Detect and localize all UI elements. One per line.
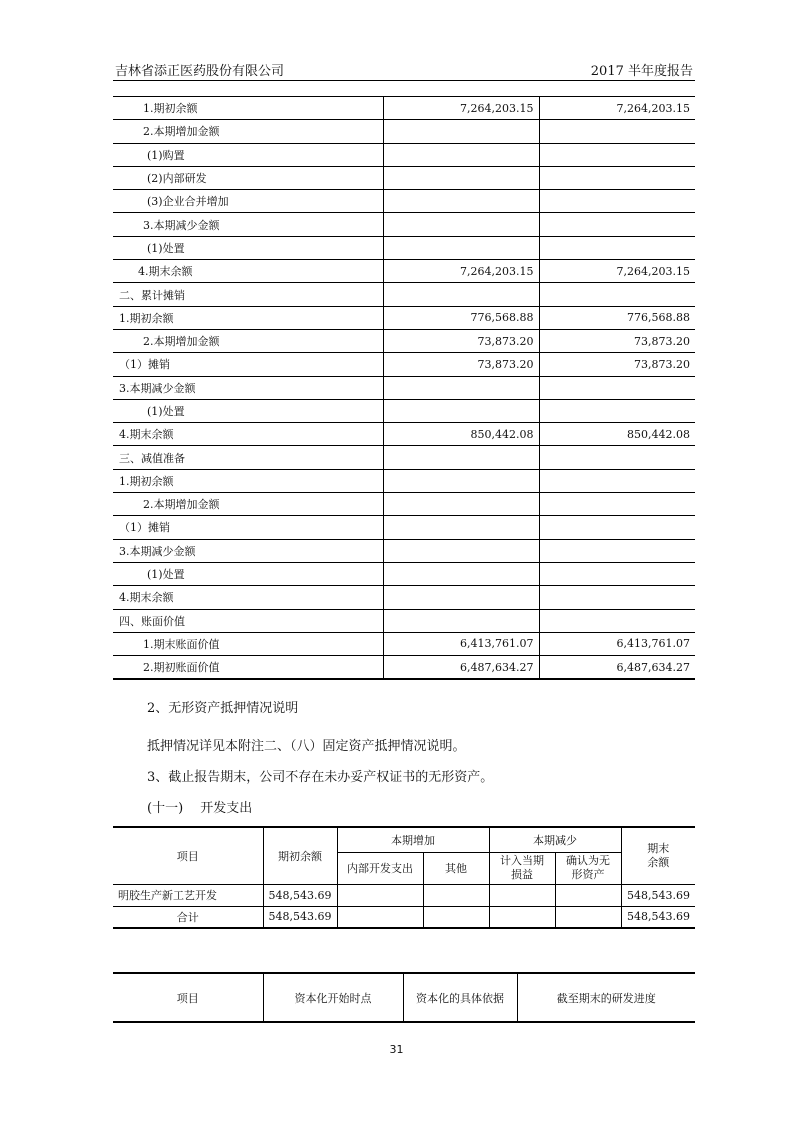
row-value-1: 850,442.08 bbox=[383, 423, 539, 446]
row-label: 3.本期减少金额 bbox=[113, 376, 383, 399]
row-label: (1)购置 bbox=[113, 143, 383, 166]
row-label: (2)内部研发 bbox=[113, 166, 383, 189]
t2-total-ending: 548,543.69 bbox=[621, 906, 695, 928]
table-row bbox=[113, 632, 695, 655]
row-value-1 bbox=[383, 539, 539, 562]
t2-header-item: 项目 bbox=[113, 827, 263, 884]
t3-header-item: 项目 bbox=[113, 973, 263, 1022]
mortgage-note: 抵押情况详见本附注二、（八）固定资产抵押情况说明。 bbox=[147, 739, 466, 754]
row-value-1 bbox=[383, 376, 539, 399]
table-row bbox=[113, 120, 695, 143]
row-value-2: 73,873.20 bbox=[539, 329, 695, 352]
row-label: 4.期末余额 bbox=[113, 260, 383, 283]
row-value-2 bbox=[539, 562, 695, 585]
t2-row-opening: 548,543.69 bbox=[263, 884, 337, 906]
table-row bbox=[113, 469, 695, 492]
row-label: 三、减值准备 bbox=[113, 446, 383, 469]
row-value-2 bbox=[539, 376, 695, 399]
row-value-2: 6,487,634.27 bbox=[539, 656, 695, 680]
t2-header-increase: 本期增加 bbox=[337, 827, 489, 852]
row-label: 2.本期增加金额 bbox=[113, 493, 383, 516]
row-label: （1）摊销 bbox=[113, 516, 383, 539]
table-row bbox=[113, 399, 695, 422]
row-value-1 bbox=[383, 166, 539, 189]
row-label: (1)处置 bbox=[113, 399, 383, 422]
table-row bbox=[113, 609, 695, 632]
row-value-1 bbox=[383, 120, 539, 143]
t3-header-start: 资本化开始时点 bbox=[263, 973, 403, 1022]
dev-expenditure-heading: (十一) 开发支出 bbox=[147, 801, 253, 816]
row-value-1 bbox=[383, 236, 539, 259]
row-value-2 bbox=[539, 469, 695, 492]
row-value-2: 7,264,203.15 bbox=[539, 97, 695, 120]
row-value-1: 7,264,203.15 bbox=[383, 260, 539, 283]
table-row bbox=[113, 562, 695, 585]
row-label: 3.本期减少金额 bbox=[113, 539, 383, 562]
row-label: 4.期末余额 bbox=[113, 423, 383, 446]
intangible-assets-table bbox=[113, 96, 695, 680]
row-value-2 bbox=[539, 283, 695, 306]
row-value-2 bbox=[539, 213, 695, 236]
row-value-1 bbox=[383, 609, 539, 632]
row-value-2: 7,264,203.15 bbox=[539, 260, 695, 283]
t2-row-ending: 548,543.69 bbox=[621, 884, 695, 906]
row-value-2 bbox=[539, 399, 695, 422]
header-report-title: 2017 半年度报告 bbox=[590, 64, 693, 79]
row-value-1 bbox=[383, 190, 539, 213]
table-row bbox=[113, 586, 695, 609]
row-value-2: 6,413,761.07 bbox=[539, 632, 695, 655]
table-row bbox=[113, 283, 695, 306]
row-value-1: 6,487,634.27 bbox=[383, 656, 539, 680]
row-value-2 bbox=[539, 166, 695, 189]
row-value-1 bbox=[383, 562, 539, 585]
t3-header-progress: 截至期末的研发进度 bbox=[517, 973, 695, 1022]
row-label: 3.本期减少金额 bbox=[113, 213, 383, 236]
t2-row-label: 明胶生产新工艺开发 bbox=[113, 884, 263, 906]
row-value-2: 776,568.88 bbox=[539, 306, 695, 329]
row-value-2 bbox=[539, 539, 695, 562]
row-label: 1.期初余额 bbox=[113, 306, 383, 329]
row-value-2 bbox=[539, 609, 695, 632]
t2-header-decrease: 本期减少 bbox=[489, 827, 621, 852]
table-row bbox=[113, 329, 695, 352]
table-row bbox=[113, 376, 695, 399]
t2-header-opening: 期初余额 bbox=[263, 827, 337, 884]
t2-header-ending: 期末余额 bbox=[621, 827, 695, 884]
table-row bbox=[113, 143, 695, 166]
t2-header-other: 其他 bbox=[423, 852, 489, 884]
row-value-2 bbox=[539, 236, 695, 259]
header-rule bbox=[113, 80, 695, 81]
table-row bbox=[113, 213, 695, 236]
t2-header-asset: 确认为无形资产 bbox=[555, 852, 621, 884]
table-row bbox=[113, 97, 695, 120]
row-value-1 bbox=[383, 469, 539, 492]
table-row bbox=[113, 190, 695, 213]
table-row bbox=[113, 539, 695, 562]
table-row bbox=[113, 236, 695, 259]
row-value-1: 776,568.88 bbox=[383, 306, 539, 329]
row-value-2 bbox=[539, 120, 695, 143]
table-row bbox=[113, 446, 695, 469]
row-label: 2.本期增加金额 bbox=[113, 329, 383, 352]
row-value-1 bbox=[383, 399, 539, 422]
no-certificate-note: 3、截止报告期末，公司不存在未办妥产权证书的无形资产。 bbox=[147, 770, 494, 785]
row-value-1 bbox=[383, 213, 539, 236]
capitalization-table bbox=[113, 972, 695, 1023]
row-label: 1.期初余额 bbox=[113, 469, 383, 492]
row-value-2 bbox=[539, 586, 695, 609]
row-value-1: 7,264,203.15 bbox=[383, 97, 539, 120]
row-value-1 bbox=[383, 586, 539, 609]
row-value-2 bbox=[539, 143, 695, 166]
row-label: (1)处置 bbox=[113, 236, 383, 259]
row-label: 四、账面价值 bbox=[113, 609, 383, 632]
table-row bbox=[113, 260, 695, 283]
table-row bbox=[113, 516, 695, 539]
row-label: 2.期初账面价值 bbox=[113, 656, 383, 680]
row-value-1 bbox=[383, 446, 539, 469]
row-label: 4.期末余额 bbox=[113, 586, 383, 609]
row-label: 二、累计摊销 bbox=[113, 283, 383, 306]
row-label: 2.本期增加金额 bbox=[113, 120, 383, 143]
row-value-1: 73,873.20 bbox=[383, 329, 539, 352]
row-value-2 bbox=[539, 446, 695, 469]
table-row bbox=[113, 423, 695, 446]
row-value-1: 6,413,761.07 bbox=[383, 632, 539, 655]
t2-total-opening: 548,543.69 bbox=[263, 906, 337, 928]
table-row bbox=[113, 166, 695, 189]
row-value-2 bbox=[539, 190, 695, 213]
row-value-2: 73,873.20 bbox=[539, 353, 695, 376]
table-row bbox=[113, 656, 695, 680]
t2-header-pl: 计入当期损益 bbox=[489, 852, 555, 884]
row-value-1 bbox=[383, 516, 539, 539]
t3-header-basis: 资本化的具体依据 bbox=[403, 973, 517, 1022]
row-label: (1)处置 bbox=[113, 562, 383, 585]
header-company: 吉林省添正医药股份有限公司 bbox=[115, 64, 285, 79]
dev-expenditure-table bbox=[113, 826, 695, 929]
row-label: (3)企业合并增加 bbox=[113, 190, 383, 213]
row-value-1 bbox=[383, 493, 539, 516]
page-number: 31 bbox=[389, 1043, 404, 1056]
row-value-1 bbox=[383, 283, 539, 306]
row-value-1 bbox=[383, 143, 539, 166]
row-label: 1.期末账面价值 bbox=[113, 632, 383, 655]
row-label: 1.期初余额 bbox=[113, 97, 383, 120]
row-value-2 bbox=[539, 516, 695, 539]
t2-header-internal: 内部开发支出 bbox=[337, 852, 423, 884]
mortgage-heading: 2、无形资产抵押情况说明 bbox=[147, 701, 299, 716]
row-value-1: 73,873.20 bbox=[383, 353, 539, 376]
t2-total-label: 合计 bbox=[113, 906, 263, 928]
row-value-2: 850,442.08 bbox=[539, 423, 695, 446]
table-row bbox=[113, 306, 695, 329]
row-label: （1）摊销 bbox=[113, 353, 383, 376]
row-value-2 bbox=[539, 493, 695, 516]
table-row bbox=[113, 493, 695, 516]
table-row bbox=[113, 353, 695, 376]
